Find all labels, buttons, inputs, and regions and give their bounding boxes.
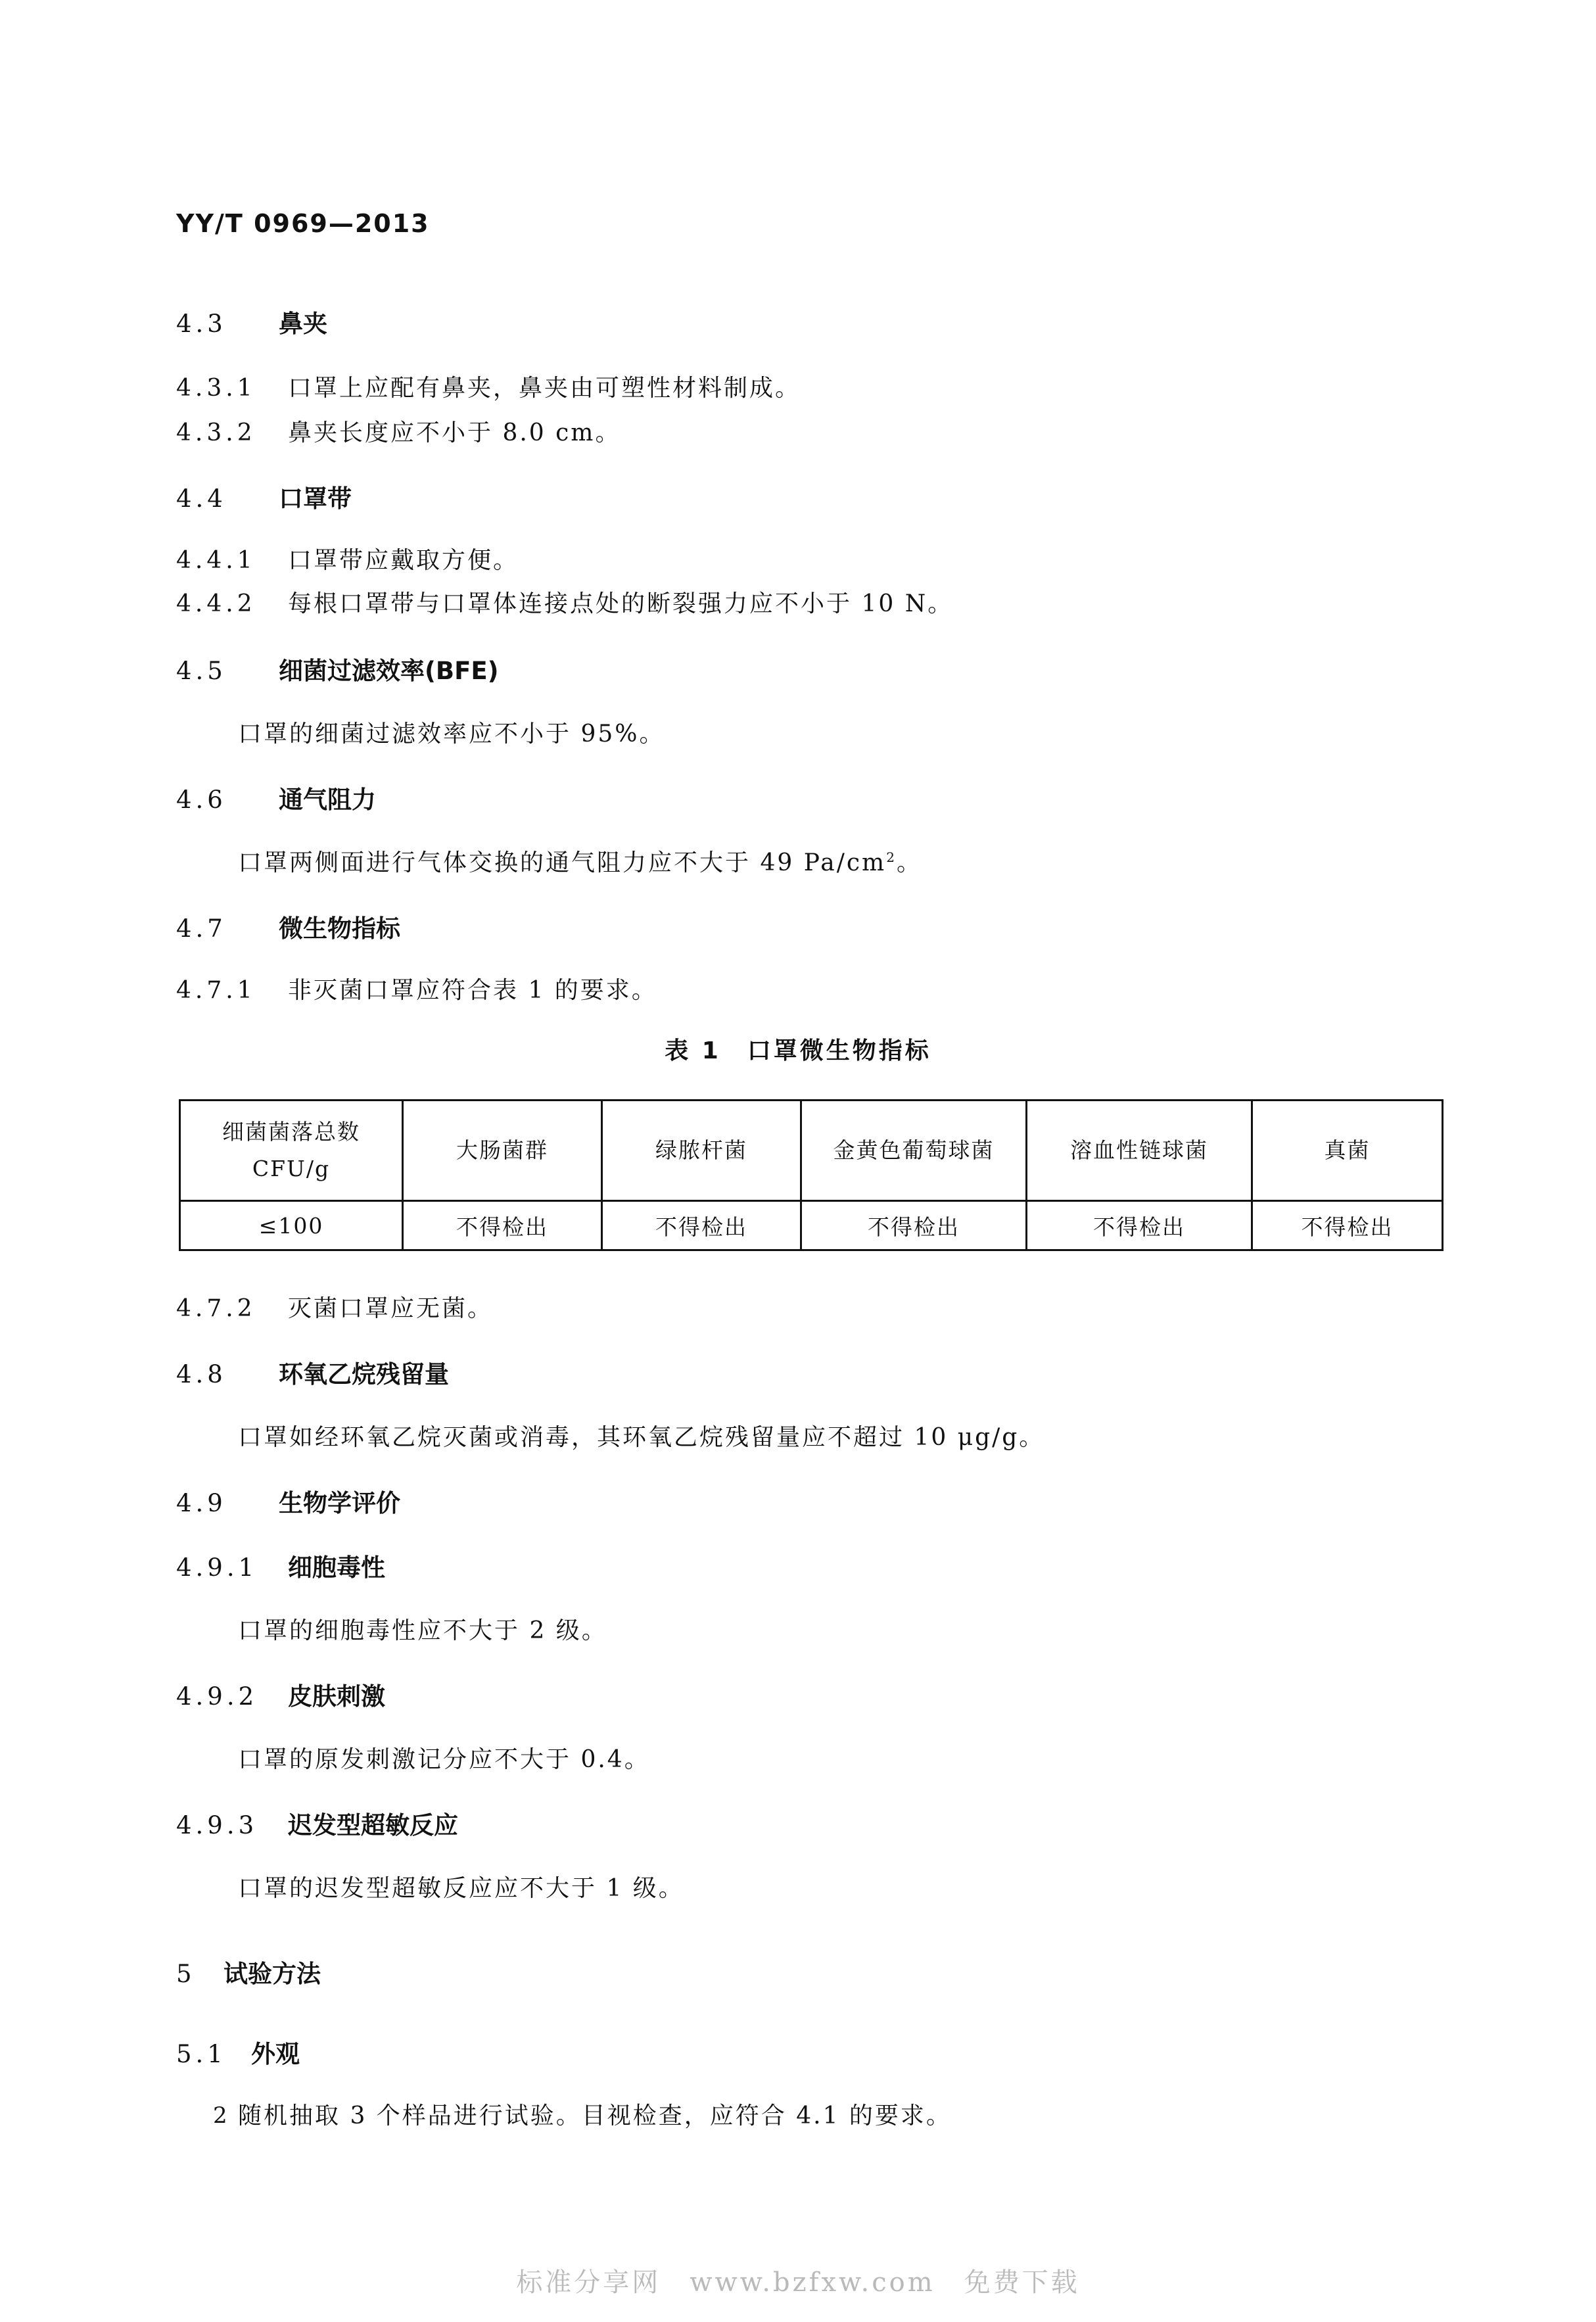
section-title: 通气阻力 <box>279 786 376 814</box>
section-heading-4-3 <box>176 304 327 339</box>
section-title: 试验方法 <box>223 1960 321 1988</box>
clause-number: 4.7.1 <box>176 977 256 1004</box>
clause-text: 鼻夹长度应不小于 8.0 cm。 <box>288 419 621 446</box>
clause-number: 4.3.1 <box>176 375 256 402</box>
table-row <box>180 1201 1443 1250</box>
page-number: 2 <box>213 2102 227 2129</box>
section-title: 迟发型超敏反应 <box>288 1811 458 1839</box>
clause-text: 非灭菌口罩应符合表 1 的要求。 <box>288 977 657 1004</box>
section-number: 4.6 <box>176 786 227 814</box>
section-heading-5-1 <box>176 2034 300 2070</box>
header-text: 细菌菌落总数 <box>222 1119 360 1145</box>
clause-text: 每根口罩带与口罩体连接点处的断裂强力应不小于 10 N。 <box>288 590 954 617</box>
clause-4-4-2 <box>176 585 953 619</box>
table-cell: ≤100 <box>180 1201 403 1250</box>
section-title: 皮肤刺激 <box>288 1682 385 1711</box>
table-header-row <box>180 1101 1443 1201</box>
section-heading-4-7 <box>176 909 400 944</box>
section-number: 4.4 <box>176 485 227 513</box>
paragraph-5-1: 随机抽取 3 个样品进行试验。目视检查，应符合 4.1 的要求。 <box>238 2102 952 2129</box>
section-heading-4-6 <box>176 780 376 815</box>
paragraph-4-9-3: 口罩的迟发型超敏反应应不大于 1 级。 <box>238 1875 684 1902</box>
header-cell: 金黄色葡萄球菌 <box>801 1101 1027 1201</box>
section-heading-4-9-3 <box>176 1805 458 1841</box>
header-cell-total-colony <box>180 1101 403 1201</box>
standard-number: YY/T 0969—2013 <box>176 209 430 238</box>
section-title: 鼻夹 <box>279 310 327 338</box>
section-title: 口罩带 <box>279 485 352 513</box>
section-title: 细胞毒性 <box>288 1553 385 1582</box>
clause-4-3-1 <box>176 369 801 403</box>
section-title: 生物学评价 <box>279 1489 400 1517</box>
clause-4-7-1 <box>176 972 657 1005</box>
paragraph-4-5: 口罩的细菌过滤效率应不小于 95%。 <box>238 721 665 747</box>
clause-4-3-2 <box>176 414 621 448</box>
section-heading-4-9-2 <box>176 1676 385 1712</box>
clause-number: 4.4.2 <box>176 590 256 617</box>
paragraph-4-9-2: 口罩的原发刺激记分应不大于 0.4。 <box>238 1746 650 1773</box>
paragraph-4-6 <box>238 844 922 878</box>
clause-number: 4.3.2 <box>176 419 256 446</box>
section-title: 微生物指标 <box>279 914 400 943</box>
table-caption: 表 1 口罩微生物指标 <box>665 1037 931 1064</box>
paragraph-end: 。 <box>896 849 922 876</box>
table-cell: 不得检出 <box>602 1201 801 1250</box>
clause-4-7-2 <box>176 1290 493 1323</box>
table-cell: 不得检出 <box>403 1201 602 1250</box>
section-number: 4.9.1 <box>176 1553 258 1582</box>
clause-text: 口罩带应戴取方便。 <box>288 547 519 574</box>
header-cell: 溶血性链球菌 <box>1027 1101 1252 1201</box>
section-number: 4.7 <box>176 914 227 943</box>
section-title: 细菌过滤效率(BFE) <box>279 657 499 685</box>
section-title: 外观 <box>251 2040 300 2068</box>
section-number: 4.5 <box>176 657 227 685</box>
footer-watermark: 标准分享网 www.bzfxw.com 免费下载 <box>516 2267 1080 2298</box>
paragraph-4-8: 口罩如经环氧乙烷灭菌或消毒，其环氧乙烷残留量应不超过 10 μg/g。 <box>238 1424 1045 1451</box>
section-heading-4-9-1 <box>176 1548 385 1583</box>
section-title: 环氧乙烷残留量 <box>279 1360 449 1388</box>
clause-text: 口罩上应配有鼻夹，鼻夹由可塑性材料制成。 <box>288 375 801 402</box>
header-cell: 绿脓杆菌 <box>602 1101 801 1201</box>
paragraph-text: 口罩两侧面进行气体交换的通气阻力应不大于 49 Pa/cm <box>238 849 887 876</box>
section-heading-4-9 <box>176 1483 400 1519</box>
header-cell: 大肠菌群 <box>403 1101 602 1201</box>
header-unit: CFU/g <box>252 1156 331 1181</box>
section-number: 5 <box>176 1960 196 1988</box>
clause-4-4-1 <box>176 542 519 575</box>
superscript: 2 <box>886 849 897 865</box>
section-heading-4-5 <box>176 651 499 686</box>
section-number: 5.1 <box>176 2040 227 2068</box>
clause-number: 4.7.2 <box>176 1295 256 1322</box>
section-heading-5 <box>176 1954 321 1989</box>
table-cell: 不得检出 <box>1027 1201 1252 1250</box>
section-heading-4-8 <box>176 1354 449 1390</box>
table-cell: 不得检出 <box>1252 1201 1443 1250</box>
paragraph-4-9-1: 口罩的细胞毒性应不大于 2 级。 <box>238 1617 607 1644</box>
section-number: 4.9 <box>176 1489 227 1517</box>
clause-number: 4.4.1 <box>176 547 256 574</box>
clause-text: 灭菌口罩应无菌。 <box>288 1295 494 1322</box>
section-heading-4-4 <box>176 479 352 514</box>
microbial-index-table <box>179 1099 1443 1251</box>
section-number: 4.3 <box>176 310 227 338</box>
table-cell: 不得检出 <box>801 1201 1027 1250</box>
section-number: 4.9.2 <box>176 1682 258 1711</box>
section-number: 4.8 <box>176 1360 227 1388</box>
header-cell: 真菌 <box>1252 1101 1443 1201</box>
section-number: 4.9.3 <box>176 1811 258 1839</box>
